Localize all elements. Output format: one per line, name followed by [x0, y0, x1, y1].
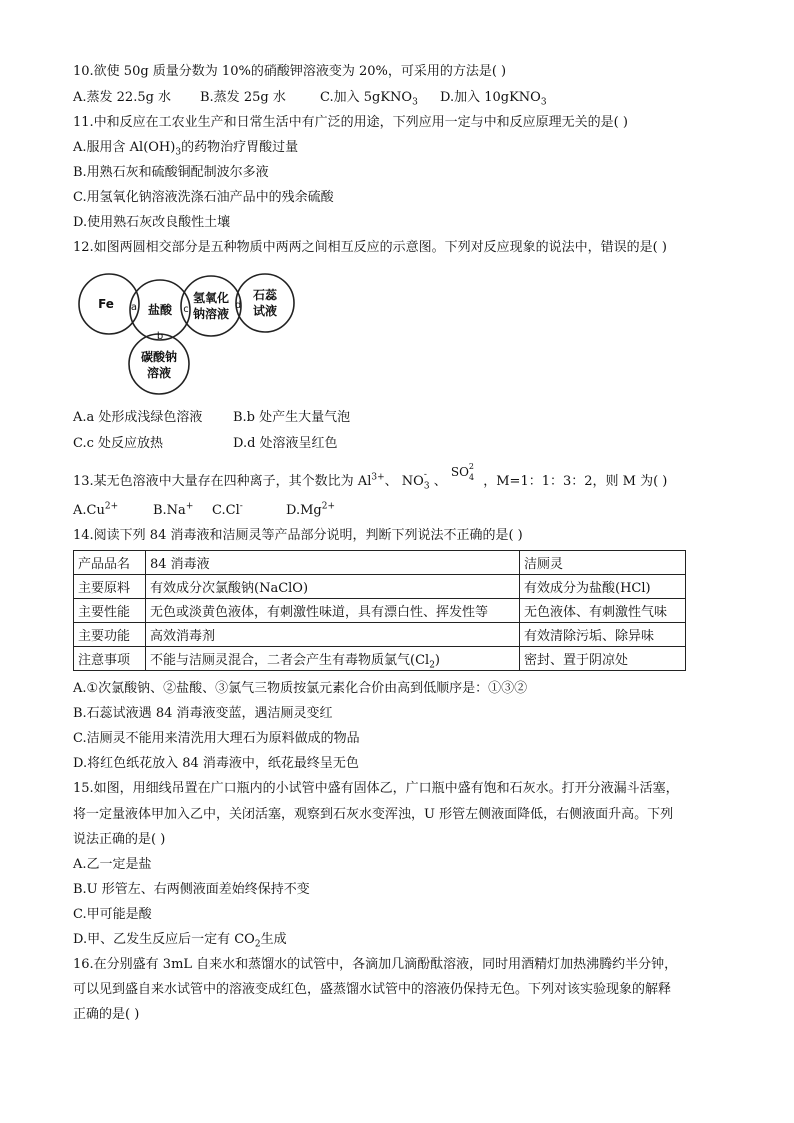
q14-option-d: D.将红色纸花放入 84 消毒液中，纸花最终呈无色	[73, 756, 359, 771]
q10-option-d: D.加入 10gKNO$_3$	[440, 90, 547, 108]
table-cell: 无色或淡黄色液体，有刺激性味道，具有漂白性、挥发性等	[146, 599, 520, 623]
label-na2co3-1: 碳酸钠	[140, 350, 178, 364]
q15-stem-line-1: 15.如图，用细线吊置在广口瓶内的小试管中盛有固体乙，广口瓶中盛有饱和石灰水。打开分液漏斗活塞，	[73, 781, 679, 796]
product-comparison-table	[73, 550, 686, 671]
table-row	[74, 575, 686, 599]
label-litmus-2: 试液	[252, 304, 278, 318]
q11-option-c: C.用氢氧化钠溶液洗涤石油产品中的残余硫酸	[73, 190, 334, 205]
q13-stem: 13.某无色溶液中大量存在四种离子，其个数比为 $Al^{3+}$、 $NO_3$ - 、 $SO^2_4$ ，M=1：1：3：2，则 M 为( )	[73, 462, 668, 492]
table-row	[74, 551, 686, 575]
label-litmus-1: 石蕊	[252, 288, 278, 302]
q16-stem-line-3: 正确的是( )	[73, 1007, 140, 1022]
q11-option-d: D.使用熟石灰改良酸性土壤	[73, 215, 231, 230]
reaction-circles-diagram	[70, 268, 310, 400]
q13-option-a: $A.Cu^{2+}$	[73, 501, 119, 518]
label-fe: Fe	[98, 297, 114, 311]
q13-option-d: $D.Mg^{2+}$	[286, 501, 336, 518]
table-cell: 无色液体、有刺激性气味	[520, 599, 686, 623]
q15-option-d: D.甲、乙发生反应后一定有 $CO_2$生成	[73, 932, 287, 950]
table-cell: 主要原料	[74, 575, 146, 599]
q11-option-b: B.用熟石灰和硫酸铜配制波尔多液	[73, 165, 269, 180]
q16-stem-line-1: 16.在分别盛有 3mL 自来水和蒸馏水的试管中，各滴加几滴酚酞溶液，同时用酒精灯加热沸腾约半分钟，	[73, 957, 678, 972]
q14-option-a: A.①次氯酸钠、②盐酸、③氯气三物质按氯元素化合价由高到低顺序是：①③②	[73, 681, 528, 696]
q14-stem: 14.阅读下列 84 消毒液和洁厕灵等产品部分说明，判断下列说法不正确的是( )	[73, 528, 523, 543]
label-hcl: 盐酸	[147, 303, 173, 317]
table-cell: 主要功能	[74, 623, 146, 647]
label-naoh-2: 钠溶液	[192, 307, 230, 321]
table-cell: 有效成分为盐酸(HCl)	[520, 575, 686, 599]
table-cell: 注意事项	[74, 647, 146, 671]
q13-option-c: C.Cl-	[212, 501, 243, 518]
table-row	[74, 647, 686, 671]
q15-option-b: B.U 形管左、右两侧液面差始终保持不变	[73, 882, 310, 897]
table-cell: 高效消毒剂	[146, 623, 520, 647]
table-cell: 有效清除污垢、除异味	[520, 623, 686, 647]
table-cell: 不能与洁厕灵混合，二者会产生有毒物质氯气$(Cl_2)$	[146, 647, 520, 671]
table-row	[74, 599, 686, 623]
region-a: a	[130, 302, 138, 313]
region-d: d	[234, 300, 242, 311]
q10-stem: 10.欲使 50g 质量分数为 10%的硝酸钾溶液变为 20%，可采用的方法是( )	[73, 64, 507, 79]
q12-option-d: D.d 处溶液呈红色	[233, 436, 338, 451]
q15-option-a: A.乙一定是盐	[73, 857, 152, 872]
table-cell: 有效成分次氯酸钠(NaClO)	[146, 575, 520, 599]
q15-stem-line-3: 说法正确的是( )	[73, 832, 166, 847]
table-cell: 密封、置于阴凉处	[520, 647, 686, 671]
q12-stem: 12.如图两圆相交部分是五种物质中两两之间相互反应的示意图。下列对反应现象的说法中，错误的是( )	[73, 240, 667, 255]
q10-option-a: A.蒸发 22.5g 水	[73, 90, 172, 105]
table-cell: 84 消毒液	[146, 551, 520, 575]
q12-option-c: C.c 处反应放热	[73, 436, 164, 451]
q14-option-b: B.石蕊试液遇 84 消毒液变蓝，遇洁厕灵变红	[73, 706, 333, 721]
label-naoh-1: 氢氧化	[192, 291, 230, 305]
q10-option-b: B.蒸发 25g 水	[200, 90, 286, 105]
table-cell: 洁厕灵	[520, 551, 686, 575]
q11-option-a: A.服用含 $Al(OH)_3$的药物治疗胃酸过量	[73, 140, 299, 158]
table-row	[74, 623, 686, 647]
table-cell: 产品品名	[74, 551, 146, 575]
q15-option-c: C.甲可能是酸	[73, 907, 152, 922]
circle-litmus	[236, 274, 294, 332]
q10-option-c: C.加入 5gKNO$_3$	[320, 90, 418, 108]
q12-option-b: B.b 处产生大量气泡	[233, 410, 351, 425]
region-b: b	[156, 331, 164, 342]
circle-na2co3	[129, 334, 189, 394]
label-na2co3-2: 溶液	[146, 366, 172, 380]
q11-stem: 11.中和反应在工农业生产和日常生活中有广泛的用途，下列应用一定与中和反应原理无关的是( )	[73, 115, 628, 130]
q14-option-c: C.洁厕灵不能用来清洗用大理石为原料做成的物品	[73, 731, 360, 746]
q16-stem-line-2: 可以见到盛自来水试管中的溶液变成红色，盛蒸馏水试管中的溶液仍保持无色。下列对该实验现象的解释	[73, 982, 672, 997]
table-cell: 主要性能	[74, 599, 146, 623]
q12-option-a: A.a 处形成浅绿色溶液	[73, 410, 203, 425]
q13-option-b: B.Na+	[153, 501, 194, 518]
region-c: c	[183, 304, 189, 315]
q15-stem-line-2: 将一定量液体甲加入乙中，关闭活塞，观察到石灰水变浑浊，U 形管左侧液面降低，右侧液面升高。下列	[73, 807, 674, 822]
